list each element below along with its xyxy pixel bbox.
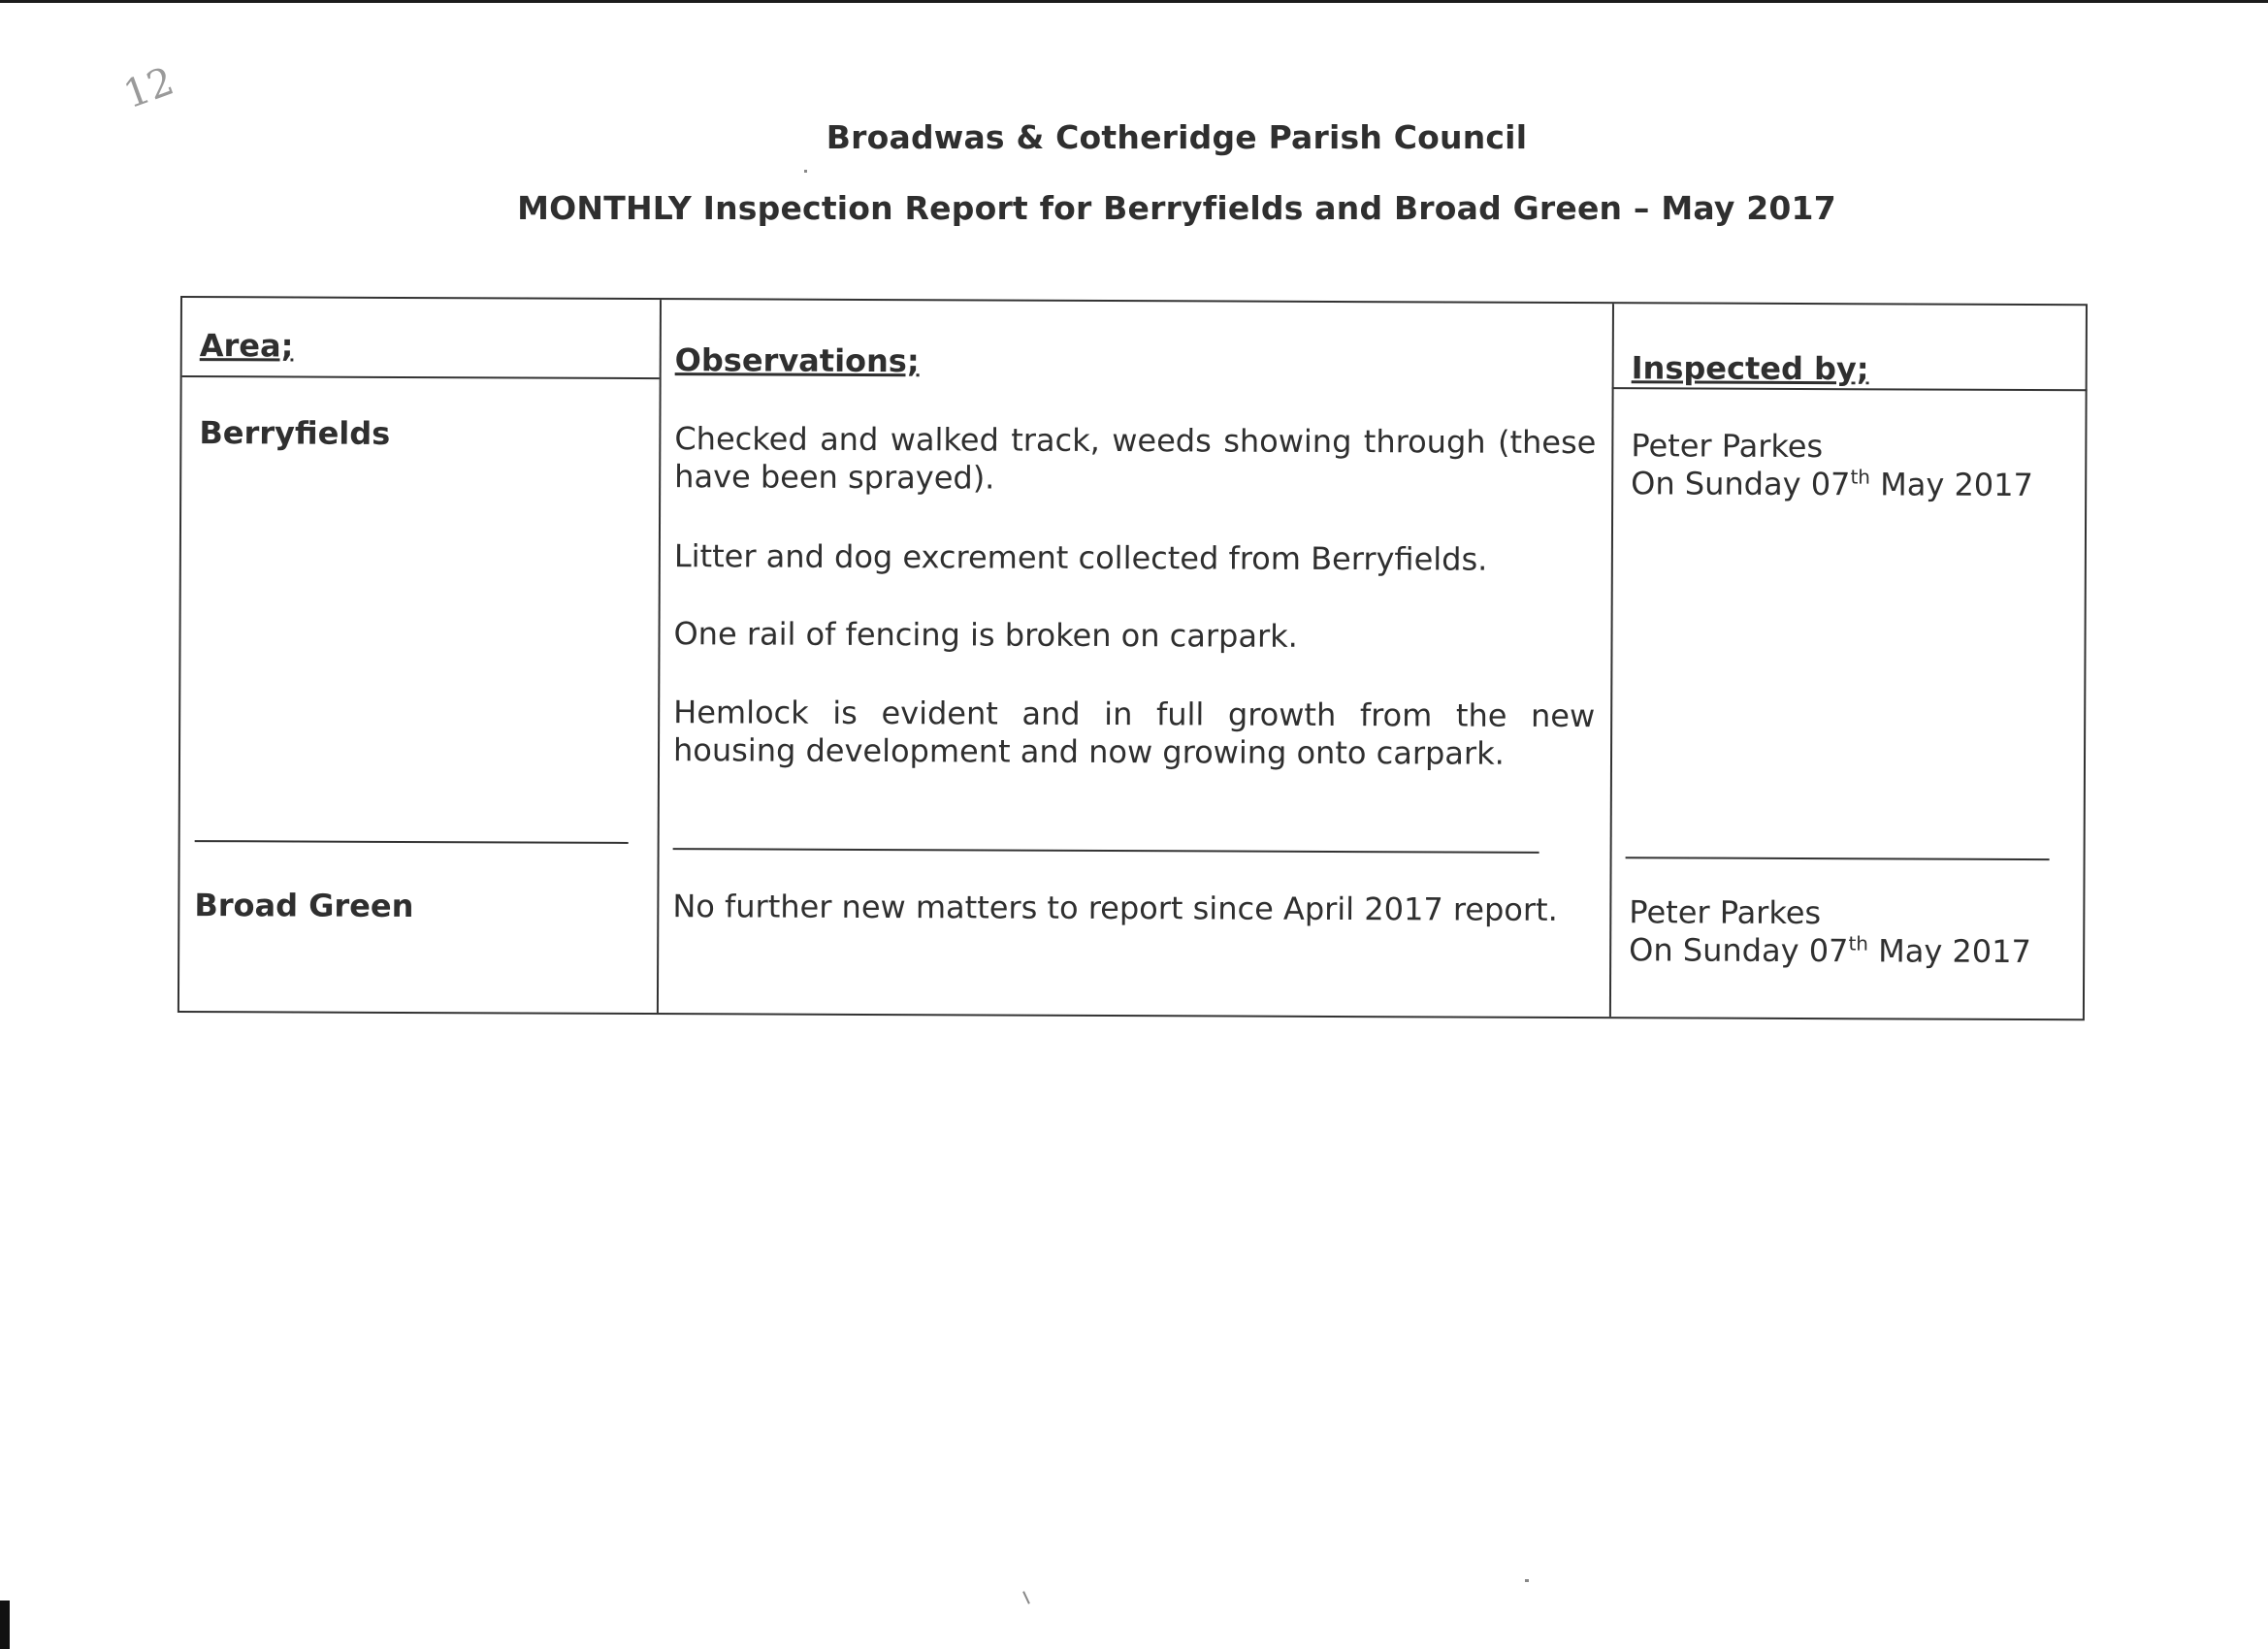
observation-item: Hemlock is evident and in full growth from the new housing development and now growing onto carpark. [672,694,1596,772]
area-broad-green: Broad Green [194,887,414,925]
scan-speck [1022,1591,1030,1604]
scan-edge-top [0,0,2268,3]
observation-item: No further new matters to report since April 2017 report. [672,888,1558,928]
area-berryfields: Berryfields [199,414,391,452]
council-name: Broadwas & Cotheridge Parish Council [826,118,1528,156]
handwritten-page-number: 12 [117,58,180,118]
scan-speck [804,170,807,173]
inspector-name: Peter Parkes [1629,893,1822,932]
observation-item: One rail of fencing is broken on carpark. [673,615,1298,655]
inspection-date: On Sunday 07th May 2017 [1629,931,2031,970]
area-header: Area; [199,327,294,365]
observation-item: Checked and walked track, weeds showing through (these have been sprayed). [674,420,1597,497]
inspection-date: On Sunday 07th May 2017 [1631,465,2034,504]
row-separator [673,848,1539,854]
column-divider [1609,304,1614,1017]
inspector-berryfields [1631,427,2077,504]
row-separator [195,840,629,844]
scan-speck [1525,1579,1529,1582]
header-rule [1612,387,2088,391]
column-divider [657,300,662,1013]
inspection-table [178,296,2088,1020]
inspector-name: Peter Parkes [1631,427,1824,466]
inspected-by-header: Inspected by; [1631,349,1869,388]
report-title: MONTHLY Inspection Report for Berryfields and Broad Green – May 2017 [517,189,1836,227]
observation-item: Litter and dog excrement collected from Berryfields. [673,537,1488,578]
observations-header: Observations; [674,341,920,380]
inspector-broad-green [1629,893,2075,971]
row-separator [1626,857,2050,860]
header-rule [182,375,660,379]
scan-edge-left [0,1600,10,1649]
